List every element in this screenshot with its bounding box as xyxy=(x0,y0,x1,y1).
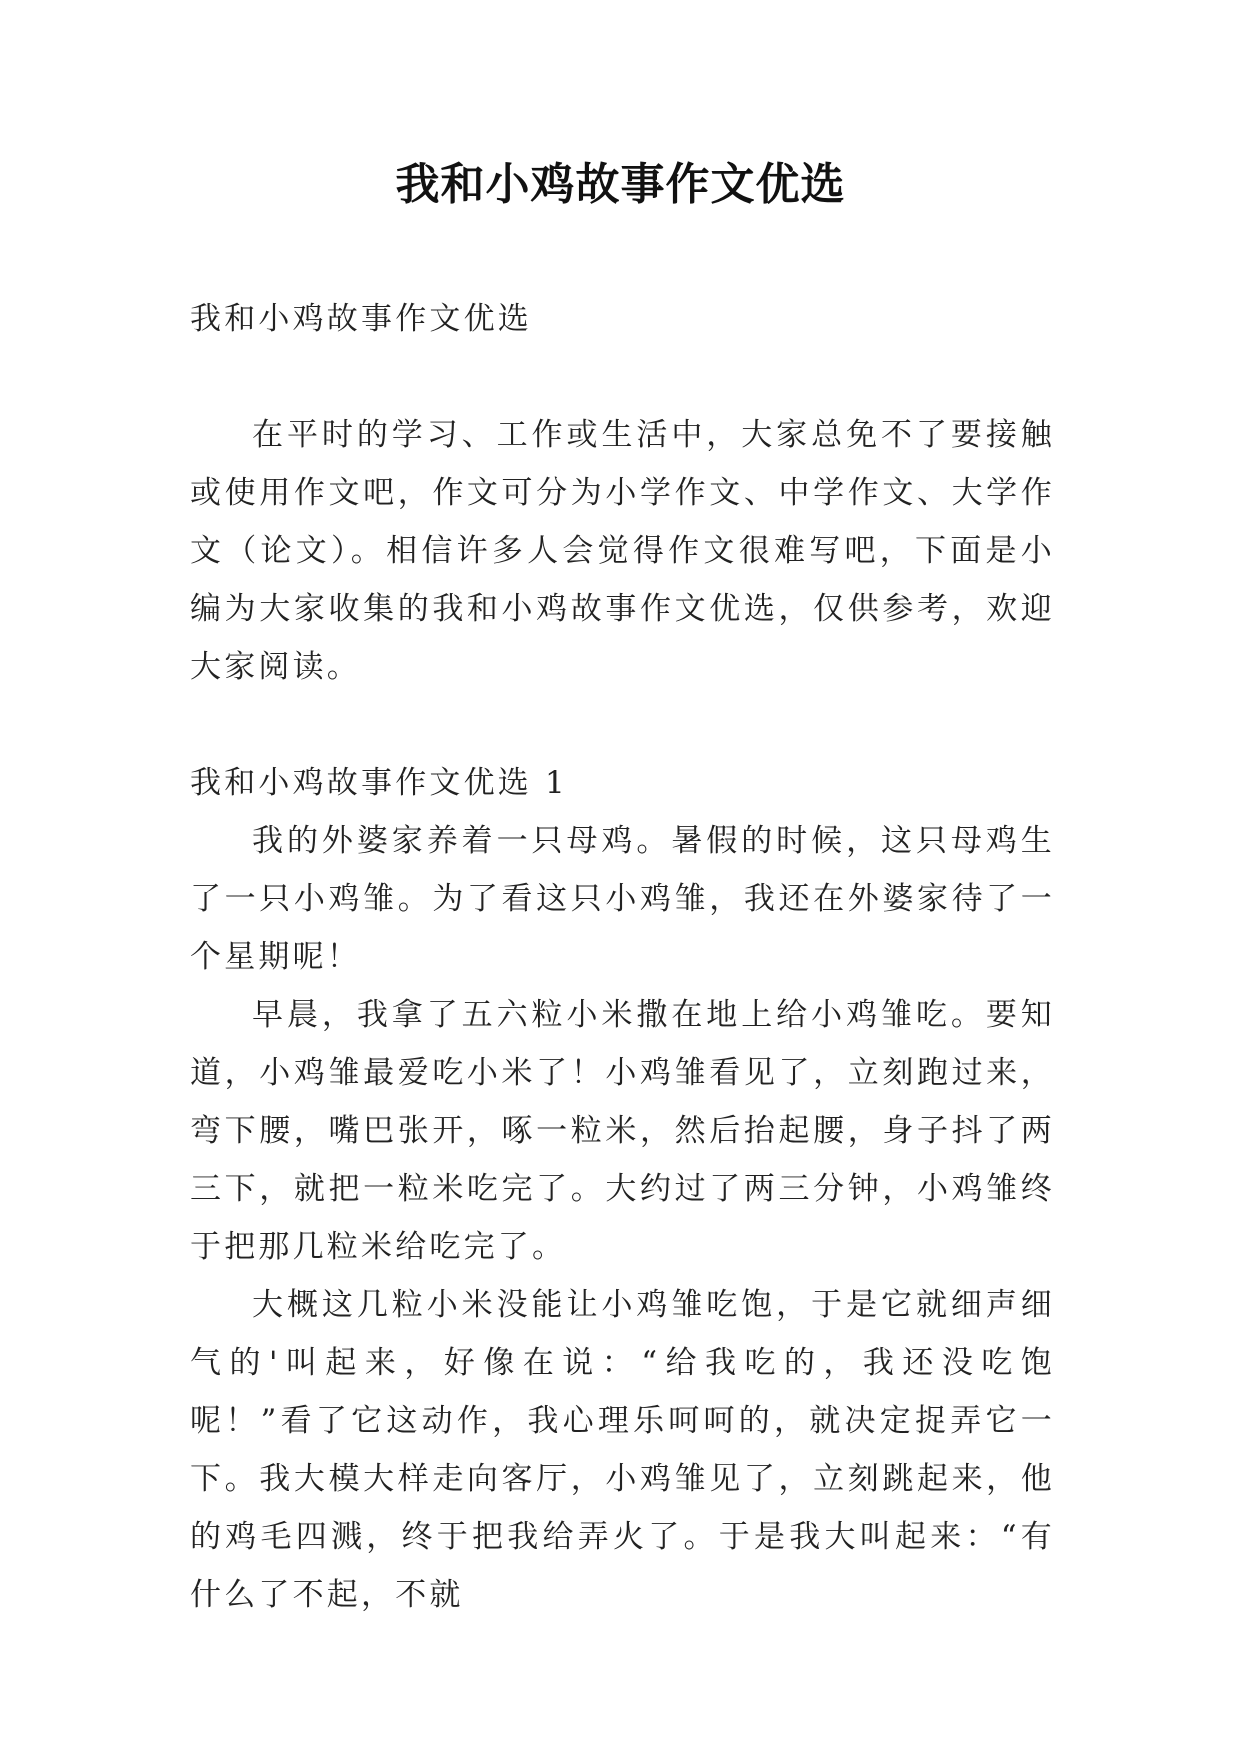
story-paragraph-2: 早晨，我拿了五六粒小米撒在地上给小鸡雏吃。要知道，小鸡雏最爱吃小米了！小鸡雏看见了，立刻跑过来，弯下腰，嘴巴张开，啄一粒米，然后抬起腰，身子抖了两三下，就把一粒米吃完了。大约过了两三分钟，小鸡雏终于把那几粒米给吃完了。 xyxy=(190,997,1055,1265)
story-paragraph-1: 我的外婆家养着一只母鸡。暑假的时候，这只母鸡生了一只小鸡雏。为了看这只小鸡雏，我还在外婆家待了一个星期呢！ xyxy=(190,823,1055,975)
spacer xyxy=(190,696,1055,754)
intro-paragraph: 在平时的学习、工作或生活中，大家总免不了要接触或使用作文吧，作文可分为小学作文、中学作文、大学作文（论文）。相信许多人会觉得作文很难写吧，下面是小编为大家收集的我和小鸡故事作文优选，仅供参考，欢迎大家阅读。 xyxy=(190,417,1055,685)
document-body xyxy=(190,290,1055,1624)
spacer xyxy=(190,348,1055,406)
document-subtitle: 我和小鸡故事作文优选 xyxy=(190,301,532,337)
story-paragraph-3: 大概这几粒小米没能让小鸡雏吃饱，于是它就细声细气的'叫起来，好像在说：“给我吃的，我还没吃饱呢！”看了它这动作，我心理乐呵呵的，就决定捉弄它一下。我大模大样走向客厅，小鸡雏见了，立刻跳起来，他的鸡毛四溅，终于把我给弄火了。于是我大叫起来：“有什么了不起，不就 xyxy=(190,1287,1055,1613)
section-heading: 我和小鸡故事作文优选 1 xyxy=(190,765,568,801)
document-title: 我和小鸡故事作文优选 xyxy=(395,159,846,210)
